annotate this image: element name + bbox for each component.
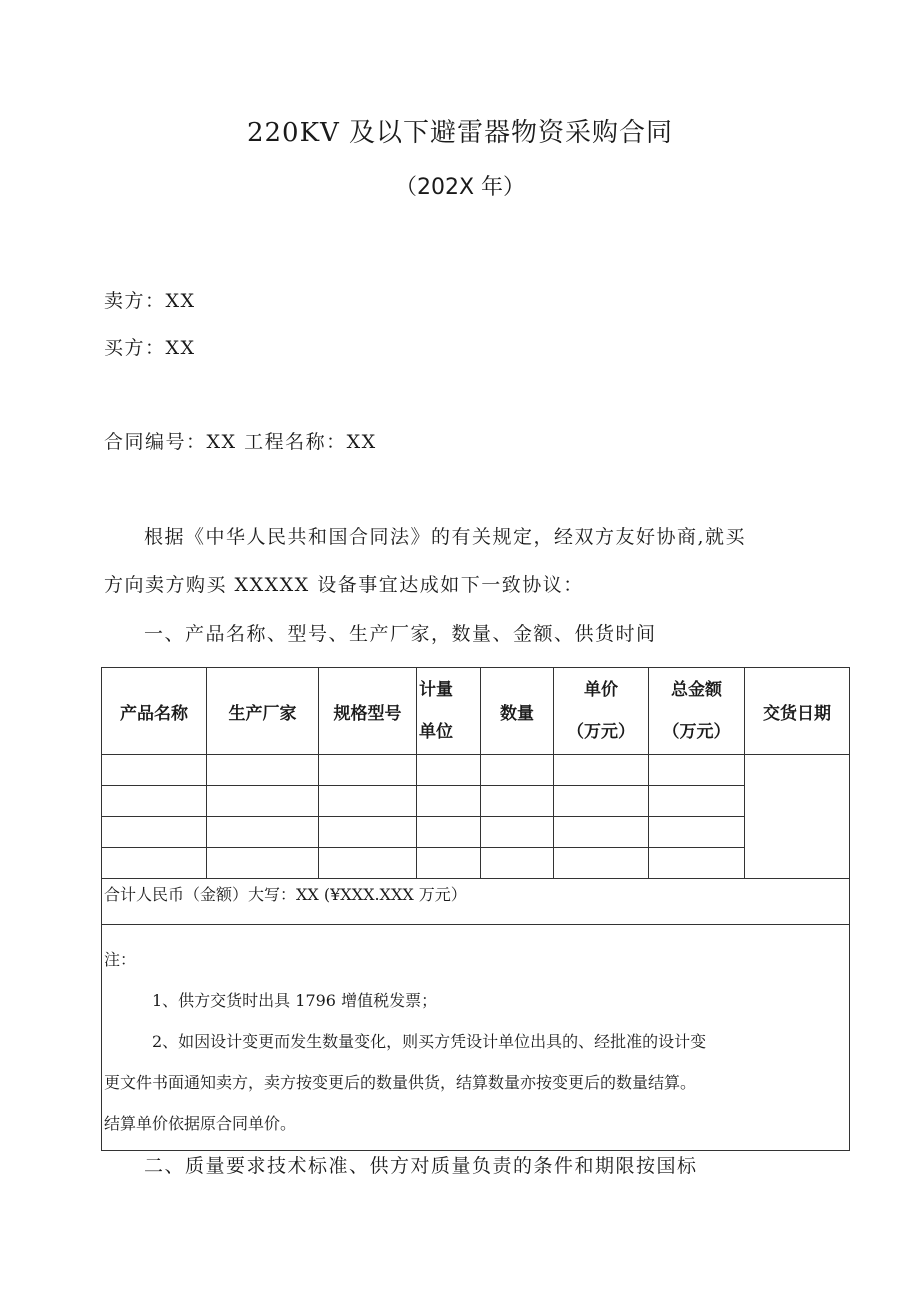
- table-cell: [102, 817, 207, 848]
- table-cell: [649, 817, 745, 848]
- total-row: [102, 879, 850, 925]
- intro-line-2: 方向卖方购买 XXXXX 设备事宜达成如下一致协议：: [104, 574, 584, 596]
- table-cell: [319, 817, 417, 848]
- notes-row: [102, 925, 850, 1151]
- table-row: [102, 817, 850, 848]
- seller-line: 卖方：XX: [104, 290, 196, 312]
- table-cell: [417, 817, 481, 848]
- contract-info-line: 合同编号：XX 工程名称：XX: [104, 431, 377, 453]
- document-subtitle: （202X 年）: [394, 175, 526, 200]
- table-cell: [417, 786, 481, 817]
- table-row: [102, 786, 850, 817]
- notes-cell: [102, 925, 850, 1151]
- table-cell: [102, 786, 207, 817]
- header-manufacturer: 生产厂家: [207, 668, 319, 755]
- table-cell: [481, 848, 554, 879]
- table-cell: [554, 786, 649, 817]
- table-row: [102, 755, 850, 786]
- section-1-heading: 一、产品名称、型号、生产厂家，数量、金额、供货时间: [144, 623, 657, 645]
- table-row: [102, 848, 850, 879]
- header-unit: 计量 单位: [417, 668, 481, 755]
- table-cell: [102, 755, 207, 786]
- buyer-line: 买方：XX: [104, 337, 196, 359]
- header-model: 规格型号: [319, 668, 417, 755]
- header-total-amount: 总金额 （万元）: [649, 668, 745, 755]
- table-cell: [481, 755, 554, 786]
- table-header-row: [102, 668, 850, 755]
- table-cell: [554, 848, 649, 879]
- header-product-name: 产品名称: [102, 668, 207, 755]
- table-cell: [481, 786, 554, 817]
- table-cell: [319, 755, 417, 786]
- table-cell: [207, 817, 319, 848]
- header-unit-price: 单价 （万元）: [554, 668, 649, 755]
- table-cell: [649, 786, 745, 817]
- table-cell: [649, 848, 745, 879]
- table-cell: [481, 817, 554, 848]
- table-cell: [417, 848, 481, 879]
- notes-label: 注：: [104, 950, 137, 969]
- product-table: [101, 667, 850, 1151]
- table-cell: [554, 755, 649, 786]
- table-cell: [417, 755, 481, 786]
- note-2-line-1: 2、如因设计变更而发生数量变化，则买方凭设计单位出具的、经批准的设计变: [152, 1032, 707, 1051]
- delivery-date-cell: [745, 755, 850, 879]
- document-title: 220KV 及以下避雷器物资采购合同: [246, 118, 674, 148]
- table-cell: [319, 786, 417, 817]
- table-cell: [207, 848, 319, 879]
- table-cell: [319, 848, 417, 879]
- note-2-line-3: 结算单价依据原合同单价。: [104, 1114, 297, 1133]
- header-quantity: 数量: [481, 668, 554, 755]
- table-cell: [554, 817, 649, 848]
- table-cell: [649, 755, 745, 786]
- header-delivery-date: 交货日期: [745, 668, 850, 755]
- table-cell: [207, 755, 319, 786]
- note-2-line-2: 更文件书面通知卖方，卖方按变更后的数量供货，结算数量亦按变更后的数量结算。: [104, 1073, 697, 1092]
- total-amount-text: 合计人民币（金额）大写：XX (¥XXX.XXX 万元）: [102, 879, 850, 925]
- intro-line-1: 根据《中华人民共和国合同法》的有关规定，经双方友好协商,就买: [144, 526, 747, 548]
- section-2-heading: 二、质量要求技术标准、供方对质量负责的条件和期限按国标: [144, 1155, 698, 1177]
- note-1: 1、供方交货时出具 1796 增值税发票；: [152, 991, 438, 1010]
- table-cell: [102, 848, 207, 879]
- table-cell: [207, 786, 319, 817]
